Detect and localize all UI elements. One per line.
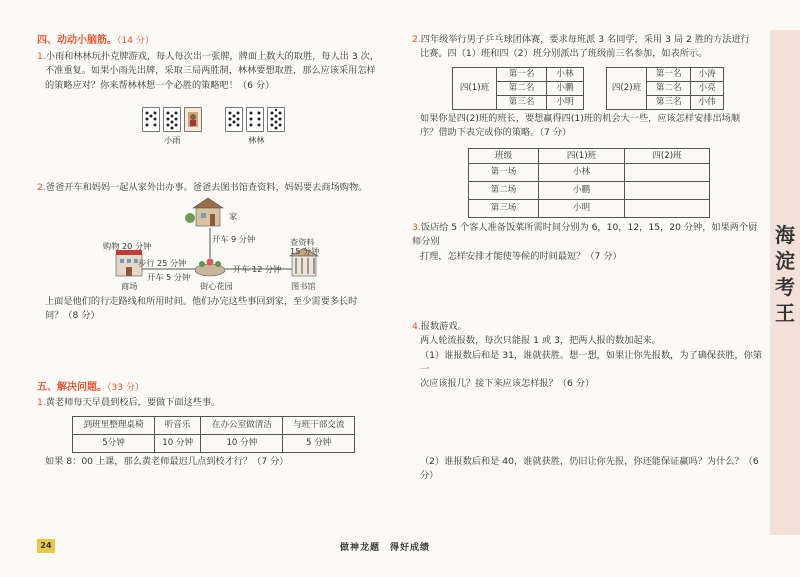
r3-line2: 打理，怎样安排才能使等候的时间最短？（7 分） — [420, 250, 622, 262]
playing-card-icon — [163, 107, 181, 132]
table-cell: 四(2)班 — [625, 149, 710, 164]
table-cell: 四(2)班 — [607, 68, 647, 110]
garden-icon — [195, 259, 225, 277]
r4-line3: （1）谁报数后和是 31，谁就获胜。想一想，如果让你先报数，为了确保获胜，你第一 — [420, 349, 763, 375]
table-cell: 10 分钟 — [155, 435, 201, 453]
answer-cell[interactable] — [625, 200, 710, 218]
question-4-1 — [37, 50, 389, 93]
label-walk-25: 步行 25 分钟 — [138, 258, 187, 268]
question-5-2-ask — [420, 112, 766, 141]
table-row — [469, 182, 710, 200]
r4-line2: 两人轮流报数，每次只能报 1 或 3，把两人报的数加起来。 — [420, 335, 661, 347]
table-cell: 四(1)班 — [539, 149, 625, 164]
table-cell: 小鹏 — [539, 182, 625, 200]
q1-number: 1. — [37, 51, 46, 62]
table-cell: 第三场 — [469, 200, 539, 218]
playing-card-icon — [267, 107, 285, 132]
class1-roster-table — [452, 67, 584, 110]
table-cell: 小涛 — [691, 68, 724, 82]
table-cell: 第二名 — [497, 82, 547, 96]
r4-line5: （2）谁报数后和是 40，谁就获胜，仍旧让你先报，你还能保证赢吗？为什么？（6 分） — [420, 456, 759, 482]
table-row — [607, 68, 724, 82]
q1-line3: 的策略应对？你来帮林林想一个必胜的策略吧！（6 分） — [45, 79, 275, 91]
table-row — [73, 435, 355, 453]
r2-line1: 四年级举行男子乒乓球团体赛，要求每班派 3 名同学，采用 3 局 2 胜的方法进行 — [420, 34, 750, 45]
table-cell: 第二名 — [647, 82, 691, 96]
section-5-points: （33 分） — [107, 383, 144, 393]
side-title-char: 考 — [775, 275, 795, 299]
r2-line2: 比赛。四（1）班和四（2）班分别派出了班级前三名参加，如表所示。 — [420, 48, 708, 60]
label-shopping: 购物 20 分钟 — [103, 241, 152, 251]
section-5-title — [37, 380, 144, 396]
r4-number: 4. — [412, 321, 421, 332]
r4-line1: 报数游戏。 — [420, 321, 467, 332]
table-cell: 第三名 — [497, 96, 547, 110]
label-drive-9: 开车 9 分钟 — [212, 234, 256, 244]
q2-line3: 间？（8 分） — [45, 310, 100, 322]
question-4-2-ask — [45, 295, 391, 324]
table-cell: 在办公室做清洁 — [201, 417, 283, 435]
section-4-title-text: 四、动动小脑筋。 — [37, 35, 117, 46]
table-cell: 5 分钟 — [283, 435, 355, 453]
table-cell: 听音乐 — [155, 417, 201, 435]
r2-number: 2. — [412, 34, 421, 45]
table-row — [469, 200, 710, 218]
page-number: 24 — [37, 539, 55, 553]
table-cell: 第一名 — [497, 68, 547, 82]
label-home: 家 — [229, 211, 238, 221]
table-cell: 第三名 — [647, 96, 691, 110]
label-research: 查资料 — [290, 237, 315, 247]
table-cell: 小林 — [547, 68, 584, 82]
face-card-icon — [184, 107, 202, 132]
question-5-2 — [412, 33, 764, 62]
side-title — [773, 222, 797, 326]
label-library: 图书馆 — [291, 281, 316, 291]
side-title-char: 王 — [775, 301, 795, 325]
question-4-2 — [37, 181, 389, 195]
label-mall: 商场 — [121, 281, 138, 291]
q1-line2: 不准重复。如果小雨先出牌，采取三局两胜制，林林要想取胜，那么应该采用怎样 — [45, 65, 376, 77]
side-title-char: 海 — [775, 223, 795, 247]
question-5-3 — [412, 221, 764, 264]
table-row — [469, 149, 710, 164]
table-cell: 小明 — [539, 200, 625, 218]
house-icon — [185, 198, 223, 226]
strategy-table — [468, 148, 710, 218]
table-row — [469, 164, 710, 182]
q1-line1: 小雨和林林玩扑克牌游戏，每人每次出一张牌，牌面上数大的取胜，每人出 3 次， — [45, 51, 380, 62]
table-cell: 小伟 — [691, 96, 724, 110]
chores-table — [72, 416, 355, 453]
section-4-points: （14 分） — [117, 36, 154, 46]
question-5-1 — [37, 396, 389, 410]
label-research-time: 15 分钟 — [290, 246, 320, 256]
label-drive-12: 开车 12 分钟 — [233, 264, 282, 274]
table-row — [73, 417, 355, 435]
table-cell: 5分钟 — [73, 435, 155, 453]
section-4-title — [37, 33, 154, 49]
footer-motto: 做神龙题 得好成绩 — [340, 543, 431, 553]
q2-line2: 上面是他们的行走路线和所用时间。他们办完这些事回到家，至少需要多长时 — [45, 296, 358, 307]
table-cell: 第一名 — [647, 68, 691, 82]
class2-roster-table — [606, 67, 724, 110]
table-cell: 小林 — [539, 164, 625, 182]
q5-1-number: 1. — [37, 397, 46, 408]
label-garden: 街心花园 — [200, 281, 233, 291]
q5-1-line2: 如果 8：00 上课，那么黄老师最迟几点到校才行？（7 分） — [45, 456, 289, 467]
table-cell: 与班干部交流 — [283, 417, 355, 435]
label-xiaoyu: 小雨 — [164, 135, 181, 145]
answer-cell[interactable] — [625, 164, 710, 182]
r2-line3: 如果你是四(2)班的班长，要想赢得四(1)班的机会大一些，应该怎样安排出场顺 — [420, 113, 741, 124]
table-cell: 10 分钟 — [201, 435, 283, 453]
answer-cell[interactable] — [625, 182, 710, 200]
playing-card-icon — [142, 107, 160, 132]
table-row — [453, 68, 584, 82]
table-cell: 班级 — [469, 149, 539, 164]
q5-1-line1: 黄老师每天早晨到校后，要做下面这些事。 — [45, 397, 221, 408]
q2-line1: 爸爸开车和妈妈一起从家外出办事。爸爸去图书馆查资料，妈妈要去商场购物。 — [45, 182, 368, 193]
r2-line4: 序？借助下表完成你的策略。（7 分） — [420, 127, 572, 139]
table-cell: 小明 — [547, 96, 584, 110]
label-drive-5: 开车 5 分钟 — [147, 272, 191, 282]
label-linlin: 林林 — [248, 135, 265, 145]
table-cell: 第二场 — [469, 182, 539, 200]
table-cell: 小鹏 — [547, 82, 584, 96]
r3-number: 3. — [412, 222, 421, 233]
table-cell: 到班里整理桌椅 — [73, 417, 155, 435]
side-title-char: 淀 — [775, 249, 795, 273]
q2-number: 2. — [37, 182, 46, 193]
question-5-4 — [412, 320, 764, 391]
playing-card-icon — [225, 107, 243, 132]
table-cell: 第一场 — [469, 164, 539, 182]
r4-line4: 次应该报几？接下来应该怎样报？（6 分） — [420, 378, 595, 389]
table-cell: 四(1)班 — [453, 68, 497, 110]
playing-card-icon — [246, 107, 264, 132]
table-cell: 小亮 — [691, 82, 724, 96]
r3-line1: 饭店给 5 个客人准备饭菜所需时间分别为 6，10，12，15，20 分钟，如果两个厨师分别 — [412, 222, 758, 248]
section-5-title-text: 五、解决问题。 — [37, 382, 107, 393]
